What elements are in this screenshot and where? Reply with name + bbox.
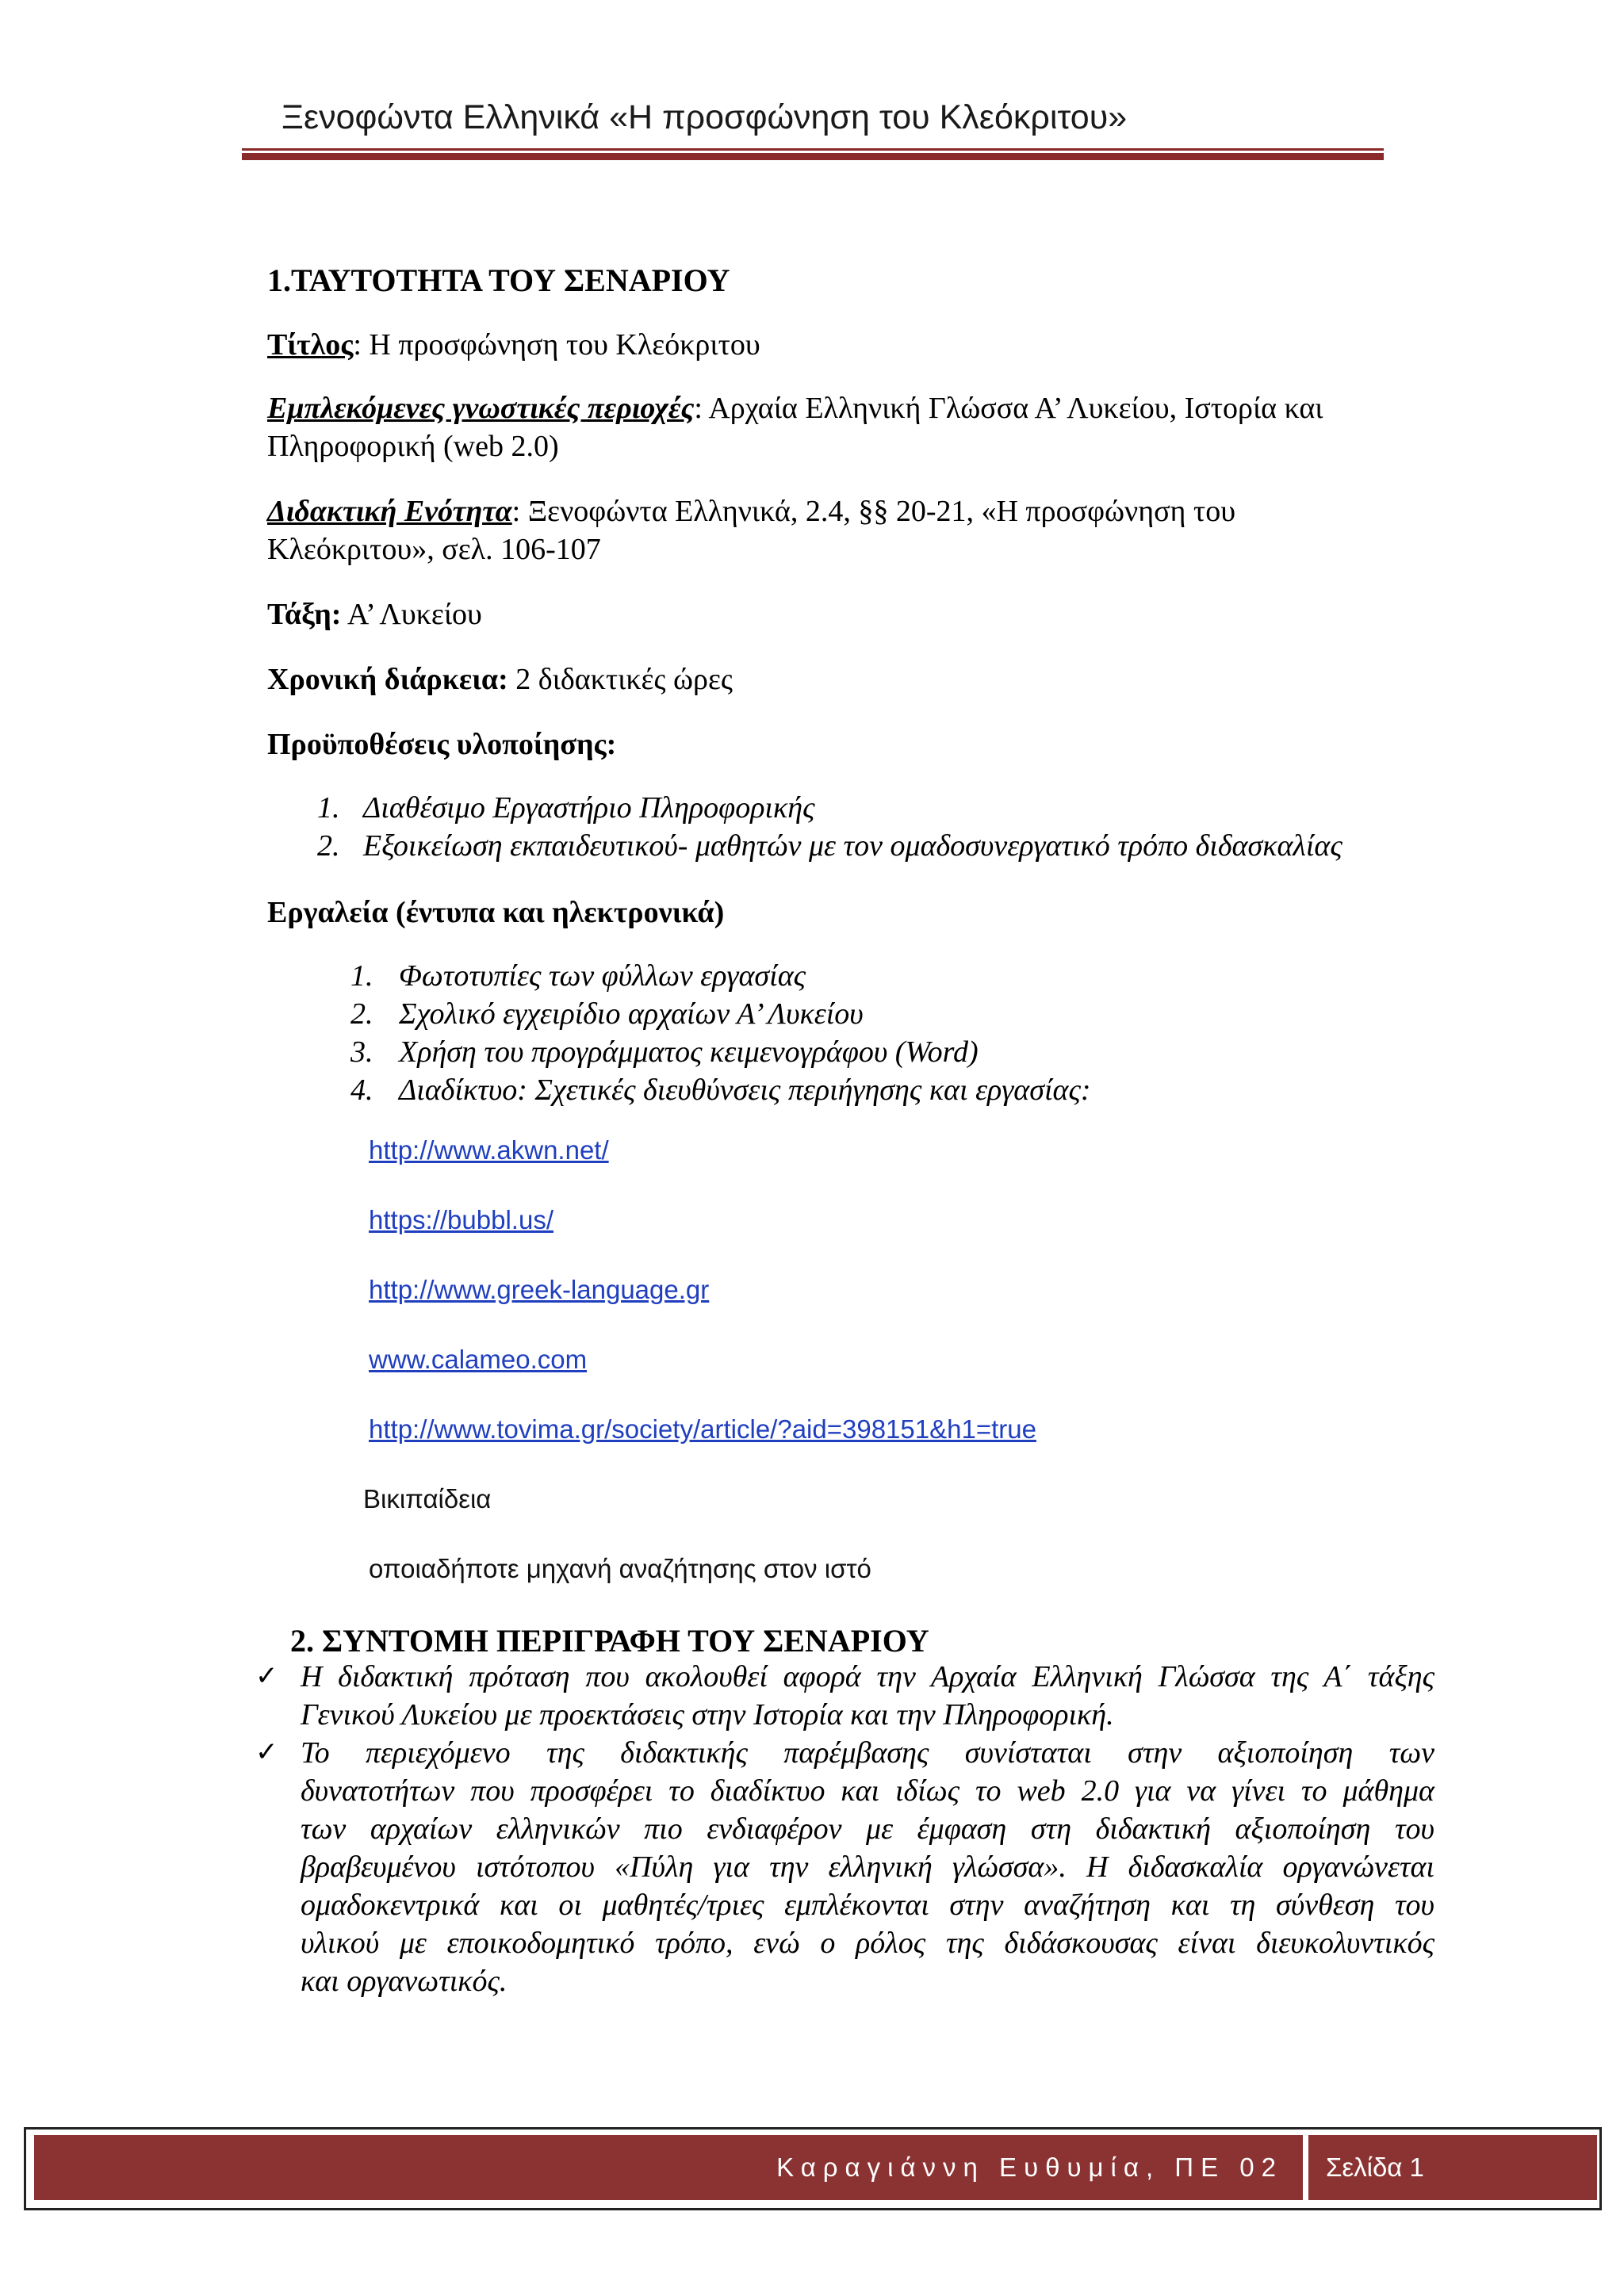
section-2-heading: 2. ΣΥΝΤΟΜΗ ΠΕΡΙΓΡΑΦΗ ΤΟΥ ΣΕΝΑΡΙΟΥ (290, 1623, 929, 1659)
checkmark-icon: ✓ (255, 1660, 278, 1692)
footer-page-number: Σελίδα 1 (1326, 2152, 1424, 2182)
class-label: Τάξη: (267, 598, 342, 631)
title-label: Τίτλος (267, 328, 354, 362)
bullet-1-line-1: Η διδακτική πρόταση που ακολουθεί αφορά την Αρχαία Ελληνική Γλώσσα της Α΄ τάξης (301, 1660, 1434, 1693)
link-calameo[interactable]: www.calameo.com (369, 1345, 588, 1374)
bullet-2-line-3: των αρχαίων ελληνικών πιο ενδιαφέρον με έμφαση στη διδακτική αξιοποίηση του (301, 1812, 1434, 1846)
areas-label: Εμπλεκόμενες γνωστικές περιοχές (267, 392, 695, 425)
bullet-2-line-2: δυνατοτήτων που προσφέρει το διαδίκτυο και ιδίως το web 2.0 για να γίνει το μάθημα (301, 1774, 1434, 1808)
footer-author: Καραγιάννη Ευθυμία, ΠΕ 02 (776, 2152, 1283, 2182)
list-number: 4. (350, 1073, 373, 1107)
list-item-text: Εξοικείωση εκπαιδευτικού- μαθητών με τον ομαδοσυνεργατικό τρόπο διδασκαλίας (363, 829, 1342, 863)
areas-field (267, 390, 1323, 428)
bullet-1-line-2: Γενικού Λυκείου με προεκτάσεις στην Ιστορία και την Πληροφορική. (301, 1698, 1114, 1732)
bullet-2-line-7: και οργανωτικός. (301, 1965, 508, 1998)
checkmark-icon: ✓ (255, 1736, 278, 1768)
areas-value-line-2: Πληροφορική (web 2.0) (267, 430, 559, 463)
link-tovima[interactable]: http://www.tovima.gr/society/article/?aid=398151&h1=true (369, 1414, 1036, 1444)
duration-field (267, 661, 733, 699)
unit-label: Διδακτική Ενότητα (267, 495, 512, 528)
list-item-text: Χρήση του προγράμματος κειμενογράφου (Word) (399, 1035, 979, 1069)
title-value: : Η προσφώνηση του Κλεόκριτου (353, 328, 760, 362)
title-field (267, 327, 760, 365)
unit-field (267, 493, 1235, 531)
list-number: 1. (317, 791, 340, 825)
header-divider-thin (242, 148, 1384, 151)
list-item (317, 790, 340, 828)
link-akwn[interactable]: http://www.akwn.net/ (369, 1135, 609, 1165)
class-value: Α’ Λυκείου (341, 598, 482, 631)
list-number: 3. (350, 1035, 373, 1069)
list-item-text: Φωτοτυπίες των φύλλων εργασίας (399, 959, 806, 993)
header-divider-thick (242, 153, 1384, 160)
list-item-text: Διαθέσιμο Εργαστήριο Πληροφορικής (363, 791, 815, 825)
list-number: 2. (350, 997, 373, 1031)
prerequisites-label: Προϋποθέσεις υλοποίησης: (267, 728, 617, 761)
tools-label: Εργαλεία (έντυπα και ηλεκτρονικά) (267, 896, 725, 929)
class-field (267, 596, 482, 634)
bullet-2-line-4: βραβευμένου ιστότοπου «Πύλη για την ελληνική γλώσσα». Η διδασκαλία οργανώνεται (301, 1850, 1434, 1884)
list-number: 2. (317, 829, 340, 863)
list-item-text: Διαδίκτυο: Σχετικές διευθύνσεις περιήγησης και εργασίας: (399, 1073, 1091, 1107)
bullet-2-line-5: ομαδοκεντρικά και οι μαθητές/τριες εμπλέκονται στην αναζήτηση και τη σύνθεση του (301, 1888, 1434, 1922)
document-header-title: Ξενοφώντα Ελληνικά «Η προσφώνηση του Κλεόκριτου» (282, 98, 1128, 136)
wikipedia-text: Βικιπαίδεια (363, 1484, 492, 1513)
section-1-heading: 1.ΤΑΥΤΟΤΗΤΑ ΤΟΥ ΣΕΝΑΡΙΟΥ (267, 262, 730, 298)
duration-label: Χρονική διάρκεια: (267, 663, 508, 696)
bullet-2-line-1: Το περιεχόμενο της διδακτικής παρέμβασης συνίσταται στην αξιοποίηση των (301, 1736, 1434, 1770)
list-item (317, 828, 340, 866)
link-greek-language[interactable]: http://www.greek-language.gr (369, 1275, 710, 1304)
bullet-2-line-6: υλικού με εποικοδομητικό τρόπο, ενώ ο ρόλος της διδάσκουσας είναι διευκολυντικός (301, 1927, 1434, 1960)
unit-value-line-1: : Ξενοφώντα Ελληνικά, 2.4, §§ 20-21, «Η προσφώνηση του (511, 495, 1236, 528)
list-number: 1. (350, 959, 373, 993)
duration-value: 2 διδακτικές ώρες (508, 663, 733, 696)
list-item-text: Σχολικό εγχειρίδιο αρχαίων Α’ Λυκείου (399, 997, 864, 1031)
unit-value-line-2: Κλεόκριτου», σελ. 106-107 (267, 533, 601, 566)
areas-value-line-1: : Αρχαία Ελληνική Γλώσσα Α’ Λυκείου, Ιστορία και (694, 392, 1323, 425)
link-bubbl[interactable]: https://bubbl.us/ (369, 1205, 553, 1234)
search-engine-text: οποιαδήποτε μηχανή αναζήτησης στον ιστό (369, 1554, 871, 1583)
